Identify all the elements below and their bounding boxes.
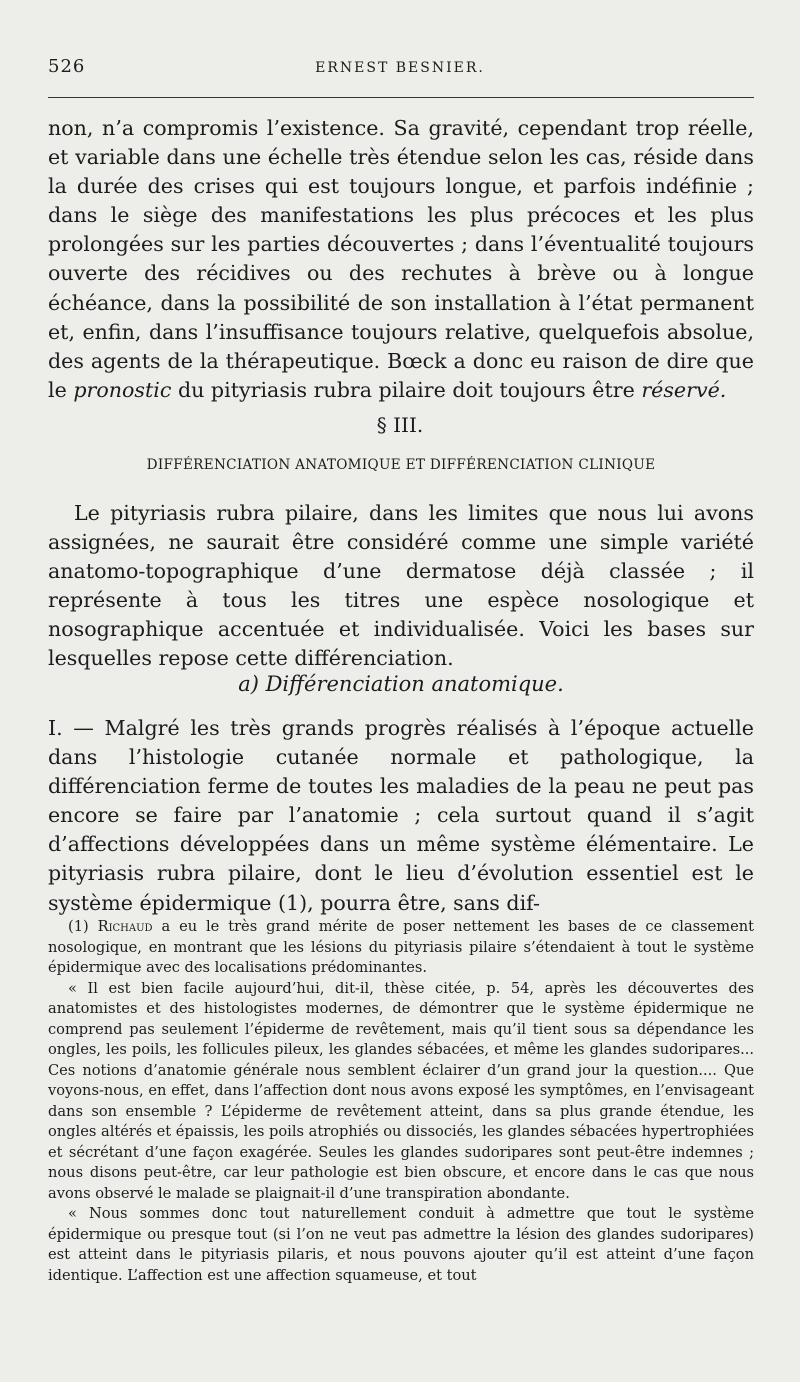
footnote-1 bbox=[48, 917, 754, 979]
page-header bbox=[48, 56, 752, 86]
paragraph-prognosis-middle: du pityriasis rubra pilaire doit toujours être bbox=[177, 377, 635, 402]
paragraph-differentiation: Le pityriasis rubra pilaire, dans les limites que nous lui avons assignées, ne saurait être considéré comme une simple variété anatomo-topographique d’une dermatose déjà classée ; il représente à tous les titres une espèce nosologique et nosographique accentuée et individualisée. Voici les bases sur lesquelles repose cette différenciation. bbox=[48, 501, 754, 671]
page-number: 526 bbox=[48, 56, 86, 77]
paragraph-prognosis bbox=[48, 114, 754, 405]
header-rule bbox=[48, 97, 754, 98]
term-reserve: réservé. bbox=[641, 377, 727, 402]
running-head: ERNEST BESNIER. bbox=[315, 60, 485, 76]
term-pronostic: pronostic bbox=[73, 377, 172, 402]
footnote-quote-1: « Il est bien facile aujourd’hui, dit-il, thèse citée, p. 54, après les découvertes des anatomistes et des histologistes modernes, de démontrer que le système épidermique ne comprend pas seulement l’épiderme de revêtement, mais qu’il tient sous sa dépendance les ongles, les poils, les follicules pileux, les glandes sébacées, et même les glandes sudoripares... Ces notions d’anatomie générale nous semblent éclairer d’un grand jour la question.... Que voyons-nous, en effet, dans l’affection dont nous avons exposé les symptômes, en l’envisageant dans son ensemble ? L’épiderme de revêtement atteint, dans sa plus grande étendue, les ongles altérés et épaissis, les poils atrophiés ou dissociés, les glandes sébacées hypertrophiées et sécrétant d’une façon exagérée. Seules les glandes sudoripares sont peut-être indemnes ; nous disons peut-être, car leur pathologie est bien obscure, et encore dans le cas que nous avons observé le malade se plaignait-il d’une transpiration abondante. bbox=[48, 979, 754, 1202]
footnote-quote-2: « Nous sommes donc tout naturellement conduit à admettre que tout le système épidermique ou presque tout (si l’on ne veut pas admettre la lésion des glandes sudoripares) est atteint dans le pityriasis pilaris, et nous pouvons ajouter qu’il est atteint d’une façon identique. L’affection est une affection squameuse, et tout bbox=[48, 1205, 754, 1284]
footnotes bbox=[48, 917, 754, 1286]
footnote-author: Richaud bbox=[97, 918, 153, 935]
subheading-anatomic: a) Différenciation anatomique. bbox=[238, 672, 564, 696]
paragraph-prognosis-text: non, n’a compromis l’existence. Sa gravité, cependant trop réelle, et variable dans une échelle très étendue selon les cas, réside dans la durée des crises qui est toujours longue, et parfois indéfinie ; dans le siège des manifestations les plus précoces et les plus prolongées sur les parties découvertes ; dans l’éventualité toujours ouverte des récidives ou des rechutes à brève ou à longue échéance, dans la possibilité de son installation à l’état permanent et, enfin, dans l’insuffisance toujours relative, quelquefois absolue, des agents de la thérapeutique. Bœck a donc eu raison de dire que le bbox=[48, 116, 754, 402]
paragraph-anatomy: I. — Malgré les très grands progrès réalisés à l’époque actuelle dans l’histologie cutanée normale et pathologique, la différenciation ferme de toutes les maladies de la peau ne peut pas encore se faire par l’anatomie ; cela surtout quand il s’agit d’affections développées dans un même système élémentaire. Le pityriasis rubra pilaire, dont le lieu d’évolution essentiel est le système épidermique (1), pourra être, sans dif- bbox=[48, 716, 754, 915]
footnote-text-1: a eu le très grand mérite de poser nettement les bases de ce classement nosologique, en montrant que les lésions du pityriasis pilaire s’étendaient à tout le système épidermique avec des localisations prédominantes. bbox=[48, 918, 755, 976]
section-number: § III. bbox=[376, 413, 424, 437]
section-title: DIFFÉRENCIATION ANATOMIQUE ET DIFFÉRENCIATION CLINIQUE bbox=[146, 457, 656, 473]
footnote-marker: (1) bbox=[68, 918, 89, 935]
